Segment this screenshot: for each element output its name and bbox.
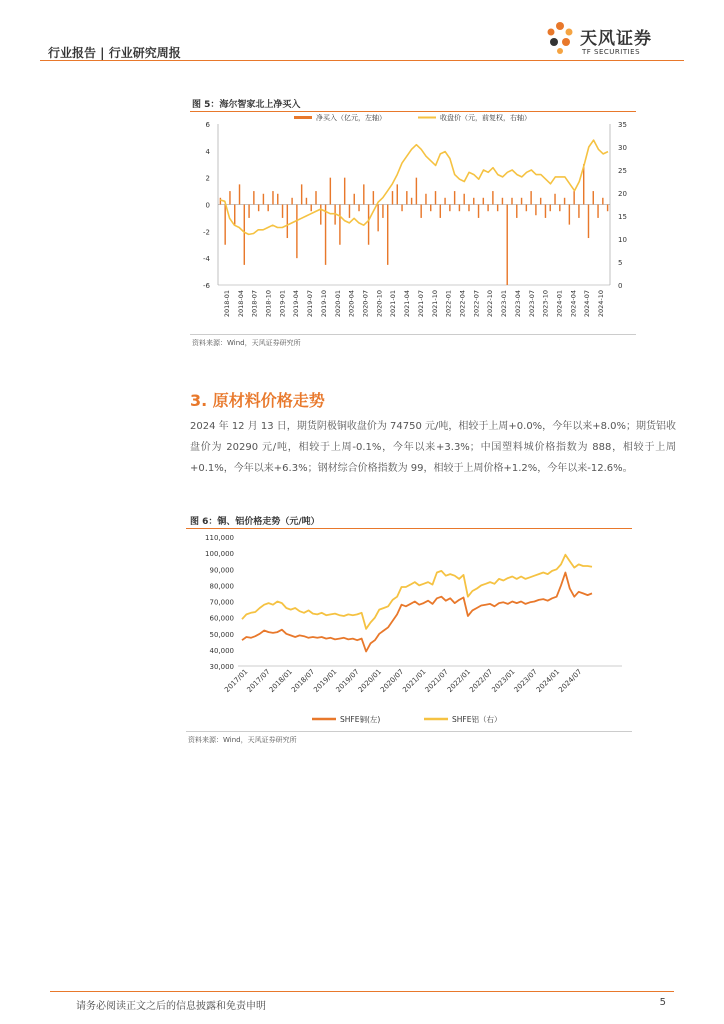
right-axis-tick-label: 0 xyxy=(618,282,623,290)
x-axis-tick-label: 2021/01 xyxy=(401,667,428,694)
net-buy-bar xyxy=(354,194,355,205)
logo-flower-icon xyxy=(542,18,578,58)
aluminium-price-line xyxy=(242,555,592,629)
figure5-bottom-rule xyxy=(190,334,636,335)
net-buy-bar xyxy=(550,205,551,212)
net-buy-bar xyxy=(397,184,398,204)
net-buy-bar xyxy=(459,205,460,212)
left-axis-tick-label: 6 xyxy=(205,121,210,129)
figure6-title: 图 6：铜、铝价格走势（元/吨） xyxy=(190,517,320,527)
net-buy-bar xyxy=(440,205,441,218)
net-buy-bar xyxy=(602,198,603,205)
net-buy-bar xyxy=(406,191,407,204)
net-buy-bar xyxy=(287,205,288,239)
x-axis-tick-label: 2021/07 xyxy=(423,667,450,694)
net-buy-bar xyxy=(272,191,273,204)
x-axis-tick-label: 2022-04 xyxy=(458,290,467,318)
x-axis-tick-label: 2018-04 xyxy=(236,290,245,318)
net-buy-bar xyxy=(535,205,536,216)
right-axis-tick-label: 5 xyxy=(618,259,623,267)
net-buy-bar xyxy=(511,198,512,205)
section-paragraph: 2024 年 12 月 13 日，期货阴极铜收盘价为 74750 元/吨，相较于上周+0.0%，今年以来+8.0%；期货铝收盘价为 20290 元/吨，相较于上周-0.1%，今年以来+3.3%；中国塑料城价格指数为 888，相较于上周+0.1%，今年以来+6.3%；钢材综合价格指数为 99，相较于上周价格+1.2%，今年以来-12.6%。 xyxy=(190,421,676,474)
net-buy-bar xyxy=(244,205,245,265)
net-buy-bar xyxy=(578,205,579,218)
net-buy-bar xyxy=(248,205,249,218)
y-axis-tick-label: 70,000 xyxy=(209,598,234,607)
net-buy-bar xyxy=(358,205,359,212)
net-buy-bar xyxy=(425,194,426,205)
net-buy-bar xyxy=(373,191,374,204)
net-buy-bar xyxy=(526,205,527,212)
x-axis-tick-label: 2024-10 xyxy=(597,290,606,318)
y-axis-tick-label: 60,000 xyxy=(209,614,234,623)
x-axis-tick-label: 2018/07 xyxy=(289,667,317,694)
right-axis-tick-label: 25 xyxy=(618,167,627,175)
left-axis-tick-label: -2 xyxy=(203,228,210,237)
net-buy-bar xyxy=(224,205,225,245)
x-axis-tick-label: 2018/01 xyxy=(267,667,294,694)
x-axis-tick-label: 2017/01 xyxy=(223,667,250,694)
figure6-chart xyxy=(186,529,632,731)
page-header xyxy=(40,0,684,62)
figure5-chart xyxy=(190,112,636,336)
section-heading: 3. 原材料价格走势 xyxy=(190,391,325,410)
net-buy-bar xyxy=(267,205,268,212)
x-axis-tick-label: 2020-07 xyxy=(361,290,370,318)
y-axis-tick-label: 40,000 xyxy=(209,646,234,655)
x-axis-tick-label: 2017/07 xyxy=(245,667,272,694)
net-buy-bar xyxy=(435,191,436,204)
x-axis-tick-label: 2018-10 xyxy=(264,290,273,318)
net-buy-bar xyxy=(597,205,598,218)
figure6-source: 资料来源：Wind，天风证券研究所 xyxy=(188,736,297,744)
x-axis-tick-label: 2024-01 xyxy=(555,290,564,318)
net-buy-bar xyxy=(306,198,307,205)
logo-english-name: TF SECURITIES xyxy=(582,48,641,56)
right-axis-tick-label: 35 xyxy=(618,121,627,129)
net-buy-bar xyxy=(497,205,498,212)
net-buy-bar xyxy=(239,184,240,204)
footer-divider xyxy=(50,991,674,992)
net-buy-bar xyxy=(487,205,488,212)
footer-disclaimer: 请务必阅读正文之后的信息披露和免责申明 xyxy=(76,1001,266,1012)
net-buy-bar xyxy=(325,205,326,265)
y-axis-tick-label: 110,000 xyxy=(205,534,234,542)
x-axis-tick-label: 2021-01 xyxy=(389,290,398,318)
y-axis-tick-label: 30,000 xyxy=(209,663,234,671)
net-buy-bar xyxy=(540,198,541,205)
net-buy-bar xyxy=(483,198,484,205)
net-buy-bar xyxy=(363,184,364,204)
left-axis-tick-label: 2 xyxy=(205,174,210,183)
x-axis-tick-label: 2024/01 xyxy=(534,667,562,694)
net-buy-bar xyxy=(220,198,221,205)
x-axis-tick-label: 2022/07 xyxy=(468,667,495,694)
net-buy-bar xyxy=(311,205,312,212)
x-axis-tick-label: 2024-04 xyxy=(569,290,578,318)
legend-aluminium-label: SHFE铝（右） xyxy=(452,715,502,724)
net-buy-bar xyxy=(277,194,278,205)
net-buy-bar xyxy=(430,205,431,212)
x-axis-tick-label: 2023-04 xyxy=(513,290,522,318)
legend-net-buy-swatch xyxy=(294,116,312,119)
header-divider xyxy=(40,60,684,61)
right-axis-tick-label: 30 xyxy=(618,144,627,152)
net-buy-bar xyxy=(234,205,235,225)
y-axis-tick-label: 80,000 xyxy=(209,582,234,591)
net-buy-bar xyxy=(344,178,345,205)
net-buy-bar xyxy=(320,205,321,225)
report-type-title: 行业报告 | 行业研究周报 xyxy=(48,46,181,60)
net-buy-bar xyxy=(593,191,594,204)
x-axis-tick-label: 2023-10 xyxy=(541,290,550,318)
close-price-line xyxy=(220,140,608,234)
legend-copper-label: SHFE铜(左) xyxy=(340,715,381,724)
y-axis-tick-label: 100,000 xyxy=(205,550,234,559)
net-buy-bar xyxy=(291,198,292,205)
left-axis-tick-label: 0 xyxy=(205,201,210,210)
x-axis-tick-label: 2019/07 xyxy=(334,667,361,694)
x-axis-tick-label: 2020-10 xyxy=(375,290,384,318)
net-buy-bar xyxy=(588,205,589,239)
figure6-bottom-rule xyxy=(186,731,632,732)
net-buy-bar xyxy=(454,191,455,204)
figure5-title: 图 5：海尔智家北上净买入 xyxy=(192,100,301,110)
x-axis-tick-label: 2023/01 xyxy=(490,667,517,694)
x-axis-tick-label: 2022/01 xyxy=(445,667,473,694)
net-buy-bar xyxy=(382,205,383,218)
legend-net-buy-label: 净买入（亿元，左轴） xyxy=(316,114,386,122)
net-buy-bar xyxy=(392,191,393,204)
legend-close-price-label: 收盘价（元，前复权，右轴） xyxy=(440,114,531,122)
x-axis-tick-label: 2020/07 xyxy=(379,667,406,694)
right-axis-tick-label: 15 xyxy=(618,213,627,221)
right-axis-tick-label: 10 xyxy=(618,236,627,244)
x-axis-tick-label: 2022-10 xyxy=(486,290,495,318)
x-axis-tick-label: 2019-10 xyxy=(319,290,328,318)
x-axis-tick-label: 2018-07 xyxy=(250,290,259,318)
y-axis-tick-label: 90,000 xyxy=(209,566,234,575)
net-buy-bar xyxy=(502,198,503,205)
x-axis-tick-label: 2023/07 xyxy=(512,667,539,694)
net-buy-bar xyxy=(573,191,574,204)
net-buy-bar xyxy=(463,194,464,205)
net-buy-bar xyxy=(377,205,378,232)
x-axis-tick-label: 2020/01 xyxy=(356,667,384,694)
net-buy-bar xyxy=(301,184,302,204)
net-buy-bar xyxy=(416,178,417,205)
net-buy-bar xyxy=(387,205,388,265)
figure5-source: 资料来源：Wind，天风证券研究所 xyxy=(192,339,301,347)
net-buy-bar xyxy=(444,198,445,205)
y-axis-tick-label: 50,000 xyxy=(209,630,234,639)
left-axis-tick-label: -4 xyxy=(203,255,210,264)
net-buy-bar xyxy=(530,191,531,204)
net-buy-bar xyxy=(330,178,331,205)
net-buy-bar xyxy=(607,205,608,212)
logo-chinese-name: 天风证券 xyxy=(580,29,652,49)
net-buy-bar xyxy=(545,205,546,218)
net-buy-bar xyxy=(253,191,254,204)
net-buy-bar xyxy=(229,191,230,204)
x-axis-tick-label: 2019-01 xyxy=(278,290,287,318)
net-buy-bar xyxy=(420,205,421,218)
net-buy-bar xyxy=(282,205,283,218)
x-axis-tick-label: 2023-07 xyxy=(527,290,536,318)
x-axis-tick-label: 2019-04 xyxy=(292,290,301,318)
net-buy-bar xyxy=(478,205,479,218)
net-buy-bar xyxy=(368,205,369,245)
x-axis-tick-label: 2021-04 xyxy=(403,290,412,318)
net-buy-bar xyxy=(507,205,508,286)
x-axis-tick-label: 2022-01 xyxy=(444,290,453,318)
net-buy-bar xyxy=(473,198,474,205)
company-logo xyxy=(542,18,672,58)
net-buy-bar xyxy=(521,198,522,205)
x-axis-tick-label: 2023-01 xyxy=(500,290,509,318)
net-buy-bar xyxy=(564,198,565,205)
x-axis-tick-label: 2020-04 xyxy=(347,290,356,318)
net-buy-bar xyxy=(569,205,570,225)
x-axis-tick-label: 2018-01 xyxy=(222,290,231,318)
x-axis-tick-label: 2019/01 xyxy=(312,667,339,694)
net-buy-bar xyxy=(516,205,517,218)
x-axis-tick-label: 2019-07 xyxy=(306,290,315,318)
net-buy-bar xyxy=(339,205,340,245)
right-axis-tick-label: 20 xyxy=(618,190,627,198)
net-buy-bar xyxy=(296,205,297,259)
x-axis-tick-label: 2024/07 xyxy=(557,667,584,694)
net-buy-bar xyxy=(559,205,560,212)
left-axis-tick-label: 4 xyxy=(205,147,210,156)
x-axis-tick-label: 2020-01 xyxy=(333,290,342,318)
net-buy-bar xyxy=(263,194,264,205)
x-axis-tick-label: 2021-10 xyxy=(430,290,439,318)
net-buy-bar xyxy=(401,205,402,212)
net-buy-bar xyxy=(449,205,450,212)
net-buy-bar xyxy=(315,191,316,204)
x-axis-tick-label: 2022-07 xyxy=(472,290,481,318)
x-axis-tick-label: 2024-07 xyxy=(583,290,592,318)
net-buy-bar xyxy=(411,198,412,205)
net-buy-bar xyxy=(554,194,555,205)
x-axis-tick-label: 2021-07 xyxy=(416,290,425,318)
left-axis-tick-label: -6 xyxy=(203,282,210,290)
net-buy-bar xyxy=(468,205,469,212)
net-buy-bar xyxy=(349,205,350,218)
net-buy-bar xyxy=(492,191,493,204)
page-number: 5 xyxy=(659,997,666,1008)
net-buy-bar xyxy=(258,205,259,212)
